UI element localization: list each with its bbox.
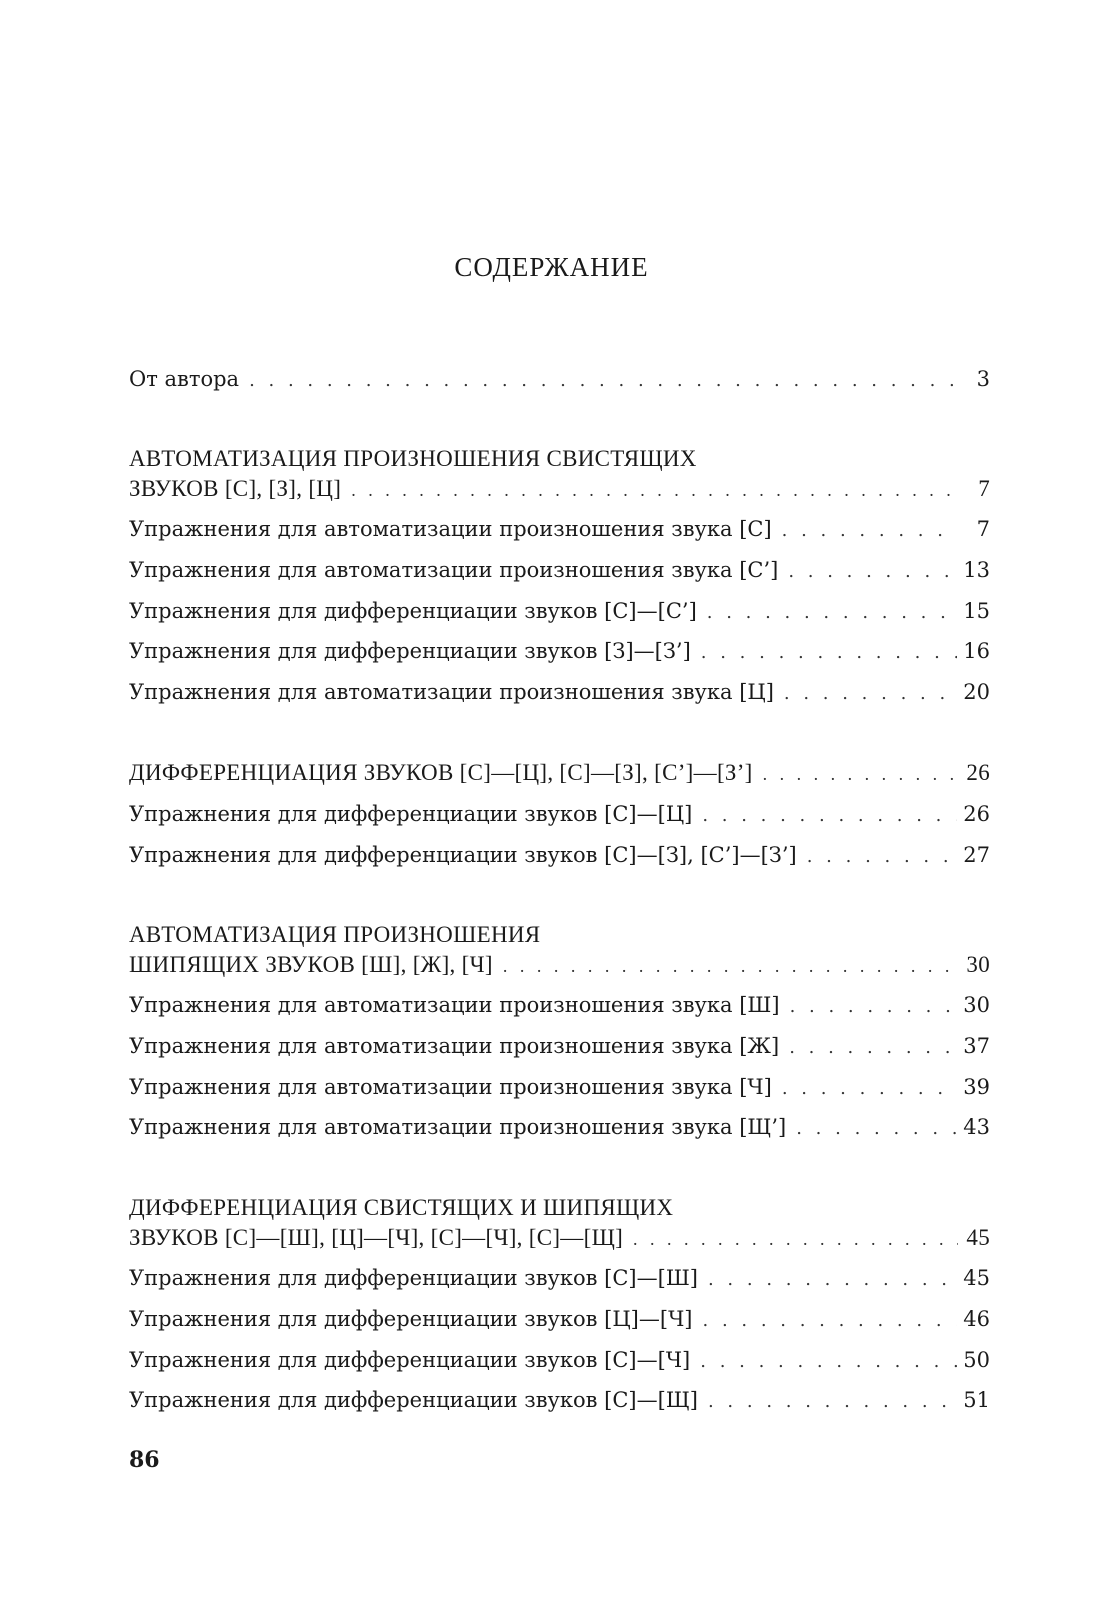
toc-section-heading <box>129 920 990 950</box>
dot-leader <box>788 557 957 587</box>
toc-entry-page: 37 <box>963 1034 990 1058</box>
toc-entry-page: 3 <box>976 367 990 391</box>
dot-leader <box>784 679 957 709</box>
toc-entry[interactable] <box>129 990 990 1020</box>
dot-leader <box>708 1387 957 1417</box>
toc-entry-label: Упражнения для дифференциации звуков [С]—[Ш] <box>129 1266 698 1290</box>
dot-leader <box>351 475 958 505</box>
toc-entry-label: Упражнения для дифференциации звуков [С]—[Ц] <box>129 802 693 826</box>
toc-entry-label: От автора <box>129 367 240 391</box>
toc-entry-label: Упражнения для дифференциации звуков [С]—[С’] <box>129 599 697 623</box>
toc-entry[interactable] <box>129 555 990 585</box>
toc-entry-page: 7 <box>978 476 990 501</box>
toc-entry[interactable] <box>129 677 990 707</box>
toc-entry-label: ШИПЯЩИХ ЗВУКОВ [Ш], [Ж], [Ч] <box>129 952 493 977</box>
dot-leader <box>796 1114 957 1144</box>
toc-entry-label: Упражнения для дифференциации звуков [С]—[Ч] <box>129 1348 691 1372</box>
toc-entry-page: 51 <box>963 1388 990 1412</box>
toc-entry-page: 20 <box>963 680 990 704</box>
toc-entry-from-author[interactable] <box>129 364 990 394</box>
toc-entry-page: 26 <box>966 760 990 785</box>
toc-heading-label: АВТОМАТИЗАЦИЯ ПРОИЗНОШЕНИЯ <box>129 922 541 947</box>
toc-entry-label: Упражнения для дифференциации звуков [С]—[З], [С’]—[З’] <box>129 843 797 867</box>
toc-entry-label: Упражнения для автоматизации произношения звука [Щ’] <box>129 1115 787 1139</box>
dot-leader <box>503 951 958 981</box>
dot-leader <box>702 801 957 831</box>
toc-entry-page: 27 <box>963 843 990 867</box>
toc-section-heading <box>129 444 990 474</box>
toc-entry-page: 30 <box>963 993 990 1017</box>
dot-leader <box>249 366 958 396</box>
toc-entry[interactable] <box>129 1263 990 1293</box>
toc-entry-page: 43 <box>963 1115 990 1139</box>
toc-entry[interactable] <box>129 514 990 544</box>
toc-section-entry[interactable] <box>129 474 990 504</box>
toc-entry-page: 7 <box>976 517 990 541</box>
toc-entry[interactable] <box>129 799 990 829</box>
page-title: СОДЕРЖАНИЕ <box>454 252 649 282</box>
toc-entry-label: Упражнения для автоматизации произношения звука [Ж] <box>129 1034 780 1058</box>
toc-heading-label: ДИФФЕРЕНЦИАЦИЯ СВИСТЯЩИХ И ШИПЯЩИХ <box>129 1195 674 1220</box>
dot-leader <box>701 638 957 668</box>
toc-entry-page: 15 <box>963 599 990 623</box>
toc-entry-page: 16 <box>963 639 990 663</box>
toc-entry-label: ЗВУКОВ [С]—[Ш], [Ц]—[Ч], [С]—[Ч], [С]—[Щ] <box>129 1225 624 1250</box>
toc-entry[interactable] <box>129 1345 990 1375</box>
toc-entry-page: 26 <box>963 802 990 826</box>
dot-leader <box>782 1074 957 1104</box>
toc-section-entry[interactable] <box>129 758 990 788</box>
toc-entry-label: Упражнения для дифференциации звуков [С]—[Щ] <box>129 1388 698 1412</box>
dot-leader <box>700 1347 957 1377</box>
toc-entry[interactable] <box>129 1112 990 1142</box>
toc-entry-label: Упражнения для автоматизации произношения звука [Ч] <box>129 1075 772 1099</box>
toc-entry-label: Упражнения для автоматизации произношения звука [Ш] <box>129 993 780 1017</box>
toc-entry-page: 39 <box>963 1075 990 1099</box>
toc-entry[interactable] <box>129 1031 990 1061</box>
toc-entry-label: Упражнения для автоматизации произношения звука [С] <box>129 517 772 541</box>
toc-section-entry[interactable] <box>129 1223 990 1253</box>
toc-heading-label: АВТОМАТИЗАЦИЯ ПРОИЗНОШЕНИЯ СВИСТЯЩИХ <box>129 446 697 471</box>
dot-leader <box>707 598 958 628</box>
toc-entry[interactable] <box>129 840 990 870</box>
dot-leader <box>790 992 958 1022</box>
toc-entry-label: ДИФФЕРЕНЦИАЦИЯ ЗВУКОВ [С]—[Ц], [С]—[З], [С’]—[З’] <box>129 760 753 785</box>
toc-entry[interactable] <box>129 636 990 666</box>
toc-entry-label: ЗВУКОВ [С], [З], [Ц] <box>129 476 342 501</box>
toc-entry-page: 46 <box>963 1307 990 1331</box>
toc-section-heading <box>129 1193 990 1223</box>
toc-section-entry[interactable] <box>129 950 990 980</box>
dot-leader <box>789 1033 957 1063</box>
dot-leader <box>703 1306 958 1336</box>
toc-entry-page: 50 <box>963 1348 990 1372</box>
toc-entry[interactable] <box>129 596 990 626</box>
toc-entry[interactable] <box>129 1304 990 1334</box>
toc-entry-label: Упражнения для дифференциации звуков [З]—[З’] <box>129 639 691 663</box>
toc-entry-label: Упражнения для дифференциации звуков [Ц]—[Ч] <box>129 1307 693 1331</box>
dot-leader <box>782 516 958 546</box>
toc-entry-page: 45 <box>963 1266 990 1290</box>
toc-entry-page: 30 <box>966 952 990 977</box>
dot-leader <box>633 1224 958 1254</box>
toc-entry[interactable] <box>129 1072 990 1102</box>
dot-leader <box>708 1265 957 1295</box>
toc-entry[interactable] <box>129 1385 990 1415</box>
dot-leader <box>807 842 958 872</box>
dot-leader <box>763 759 958 789</box>
page-number: 86 <box>129 1447 160 1473</box>
toc-entry-page: 45 <box>966 1225 990 1250</box>
toc-entry-label: Упражнения для автоматизации произношения звука [Ц] <box>129 680 774 704</box>
toc-entry-label: Упражнения для автоматизации произношения звука [С’] <box>129 558 779 582</box>
toc-entry-page: 13 <box>963 558 990 582</box>
